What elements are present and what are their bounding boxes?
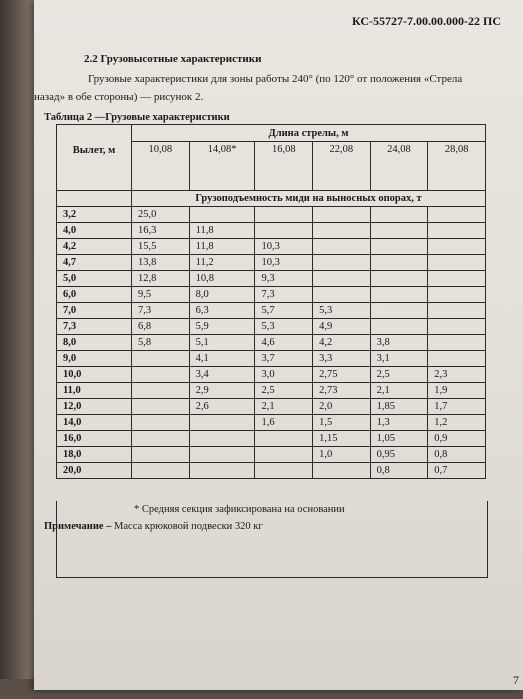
- table-row: [57, 271, 486, 287]
- intro-line-1: Грузовые характеристики для зоны работы 240° (по 120° от положения «Стрела: [88, 73, 463, 85]
- capacity-cell: [189, 431, 255, 447]
- capacity-cell: [255, 463, 313, 479]
- note-label: Примечание –: [44, 521, 112, 532]
- capacity-cell: 2,1: [255, 399, 313, 415]
- length-cell: 28,08: [428, 142, 486, 191]
- capacity-cell: 9,3: [255, 271, 313, 287]
- capacity-cell: 2,0: [313, 399, 371, 415]
- capacity-cell: [132, 367, 190, 383]
- capacity-cell: 1,9: [428, 383, 486, 399]
- vylet-cell: 3,2: [57, 207, 132, 223]
- capacity-cell: 0,95: [370, 447, 428, 463]
- capacity-cell: [313, 271, 371, 287]
- section-title: 2.2 Грузовысотные характеристики: [84, 53, 262, 65]
- capacity-cell: 2,5: [255, 383, 313, 399]
- capacity-cell: [189, 463, 255, 479]
- capacity-cell: [428, 207, 486, 223]
- capacity-cell: [189, 207, 255, 223]
- capacity-cell: [313, 463, 371, 479]
- capacity-cell: 11,8: [189, 223, 255, 239]
- capacity-cell: [132, 383, 190, 399]
- vylet-cell: 20,0: [57, 463, 132, 479]
- table-row: [57, 367, 486, 383]
- capacity-cell: 2,6: [189, 399, 255, 415]
- capacity-cell: [428, 303, 486, 319]
- capacity-cell: [255, 223, 313, 239]
- table-row: [57, 319, 486, 335]
- vylet-cell: 4,0: [57, 223, 132, 239]
- page-number: 7: [513, 673, 519, 687]
- capacity-cell: 0,8: [370, 463, 428, 479]
- vylet-cell: 18,0: [57, 447, 132, 463]
- vylet-cell: 7,0: [57, 303, 132, 319]
- vylet-header: Вылет, м: [57, 125, 132, 191]
- capacity-cell: 25,0: [132, 207, 190, 223]
- note-text: Масса крюковой подвески 320 кг: [111, 521, 263, 532]
- table-row: [57, 431, 486, 447]
- table-row: [57, 287, 486, 303]
- capacity-cell: 3,0: [255, 367, 313, 383]
- capacity-cell: 5,1: [189, 335, 255, 351]
- capacity-cell: 1,15: [313, 431, 371, 447]
- capacity-cell: [313, 255, 371, 271]
- capacity-cell: 1,3: [370, 415, 428, 431]
- capacity-cell: 3,4: [189, 367, 255, 383]
- capacity-cell: 1,7: [428, 399, 486, 415]
- capacity-cell: 5,3: [313, 303, 371, 319]
- capacity-cell: 10,8: [189, 271, 255, 287]
- length-cell: 24,08: [370, 142, 428, 191]
- vylet-cell: 5,0: [57, 271, 132, 287]
- capacity-cell: [255, 207, 313, 223]
- capacity-cell: [370, 207, 428, 223]
- capacity-cell: [370, 287, 428, 303]
- vylet-cell: 6,0: [57, 287, 132, 303]
- capacity-cell: 4,1: [189, 351, 255, 367]
- vylet-cell: 8,0: [57, 335, 132, 351]
- vylet-cell: 12,0: [57, 399, 132, 415]
- load-table: [56, 124, 486, 479]
- capacity-cell: 13,8: [132, 255, 190, 271]
- intro-paragraph: [34, 70, 498, 106]
- capacity-cell: [313, 287, 371, 303]
- capacity-cell: [428, 271, 486, 287]
- length-cell: 16,08: [255, 142, 313, 191]
- table-row: [57, 399, 486, 415]
- capacity-cell: 4,6: [255, 335, 313, 351]
- capacity-cell: 2,9: [189, 383, 255, 399]
- capacity-cell: [428, 223, 486, 239]
- vylet-cell: 4,7: [57, 255, 132, 271]
- capacity-cell: [313, 239, 371, 255]
- capacity-cell: 3,1: [370, 351, 428, 367]
- capacity-cell: [313, 223, 371, 239]
- capacity-cell: [370, 255, 428, 271]
- capacity-cell: 5,3: [255, 319, 313, 335]
- vylet-cell: 9,0: [57, 351, 132, 367]
- capacity-cell: 6,3: [189, 303, 255, 319]
- capacity-cell: 5,8: [132, 335, 190, 351]
- table-row: [57, 255, 486, 271]
- footnote: * Средняя секция зафиксирована на основании: [134, 504, 345, 515]
- capacity-cell: 4,2: [313, 335, 371, 351]
- capacity-cell: 10,3: [255, 239, 313, 255]
- vylet-cell: 11,0: [57, 383, 132, 399]
- vylet-cell: 7,3: [57, 319, 132, 335]
- length-cell: 14,08*: [189, 142, 255, 191]
- table-row: [57, 223, 486, 239]
- blank-cell: [57, 191, 132, 207]
- capacity-header: Грузоподъемность миди на выносных опорах, т: [132, 191, 486, 207]
- capacity-cell: [428, 319, 486, 335]
- vylet-cell: 16,0: [57, 431, 132, 447]
- capacity-cell: 1,85: [370, 399, 428, 415]
- capacity-cell: [132, 463, 190, 479]
- document-code: КС-55727-7.00.00.000-22 ПС: [351, 14, 501, 28]
- capacity-cell: 1,5: [313, 415, 371, 431]
- table-body: [57, 207, 486, 479]
- capacity-cell: 1,2: [428, 415, 486, 431]
- capacity-cell: [428, 255, 486, 271]
- table-row: [57, 335, 486, 351]
- capacity-cell: [132, 351, 190, 367]
- table-header-row: [57, 125, 486, 142]
- capacity-cell: 3,8: [370, 335, 428, 351]
- capacity-cell: [132, 447, 190, 463]
- capacity-cell: 3,3: [313, 351, 371, 367]
- capacity-cell: [132, 399, 190, 415]
- capacity-cell: 0,8: [428, 447, 486, 463]
- capacity-cell: 1,0: [313, 447, 371, 463]
- capacity-cell: 11,8: [189, 239, 255, 255]
- capacity-cell: 9,5: [132, 287, 190, 303]
- capacity-cell: [370, 271, 428, 287]
- capacity-cell: [189, 415, 255, 431]
- capacity-cell: 10,3: [255, 255, 313, 271]
- capacity-cell: 3,7: [255, 351, 313, 367]
- length-cell: 22,08: [313, 142, 371, 191]
- capacity-cell: 1,6: [255, 415, 313, 431]
- table-row: [57, 207, 486, 223]
- capacity-cell: [428, 335, 486, 351]
- capacity-cell: 2,73: [313, 383, 371, 399]
- length-header: Длина стрелы, м: [132, 125, 486, 142]
- capacity-cell: [132, 431, 190, 447]
- capacity-cell: 6,8: [132, 319, 190, 335]
- length-cell: 10,08: [132, 142, 190, 191]
- table-row: [57, 383, 486, 399]
- capacity-cell: 11,2: [189, 255, 255, 271]
- capacity-cell: 2,75: [313, 367, 371, 383]
- capacity-cell: 7,3: [132, 303, 190, 319]
- capacity-cell: 2,3: [428, 367, 486, 383]
- table-row: [57, 351, 486, 367]
- capacity-cell: 1,05: [370, 431, 428, 447]
- table-row: [57, 447, 486, 463]
- capacity-cell: 5,7: [255, 303, 313, 319]
- capacity-cell: [370, 223, 428, 239]
- vylet-cell: 4,2: [57, 239, 132, 255]
- table-row: [57, 415, 486, 431]
- table-row: [57, 239, 486, 255]
- capacity-cell: [428, 239, 486, 255]
- capacity-header-row: [57, 191, 486, 207]
- capacity-cell: [370, 319, 428, 335]
- capacity-cell: [255, 431, 313, 447]
- capacity-cell: 5,9: [189, 319, 255, 335]
- capacity-cell: [255, 447, 313, 463]
- capacity-cell: [370, 239, 428, 255]
- document-page: [34, 0, 523, 690]
- capacity-cell: [189, 447, 255, 463]
- capacity-cell: 4,9: [313, 319, 371, 335]
- capacity-cell: [313, 207, 371, 223]
- capacity-cell: 0,7: [428, 463, 486, 479]
- table-caption: Таблица 2 —Грузовые характеристики: [44, 112, 230, 123]
- table-row: [57, 303, 486, 319]
- capacity-cell: [370, 303, 428, 319]
- intro-line-2: назад» в обе стороны) — рисунок 2.: [34, 91, 204, 103]
- capacity-cell: [428, 351, 486, 367]
- capacity-cell: [132, 415, 190, 431]
- capacity-cell: 12,8: [132, 271, 190, 287]
- capacity-cell: 2,1: [370, 383, 428, 399]
- capacity-cell: 2,5: [370, 367, 428, 383]
- vylet-cell: 10,0: [57, 367, 132, 383]
- capacity-cell: [428, 287, 486, 303]
- capacity-cell: 7,3: [255, 287, 313, 303]
- capacity-cell: 8,0: [189, 287, 255, 303]
- capacity-cell: 0,9: [428, 431, 486, 447]
- capacity-cell: 15,5: [132, 239, 190, 255]
- vylet-cell: 14,0: [57, 415, 132, 431]
- capacity-cell: 16,3: [132, 223, 190, 239]
- note: [44, 521, 263, 532]
- table-row: [57, 463, 486, 479]
